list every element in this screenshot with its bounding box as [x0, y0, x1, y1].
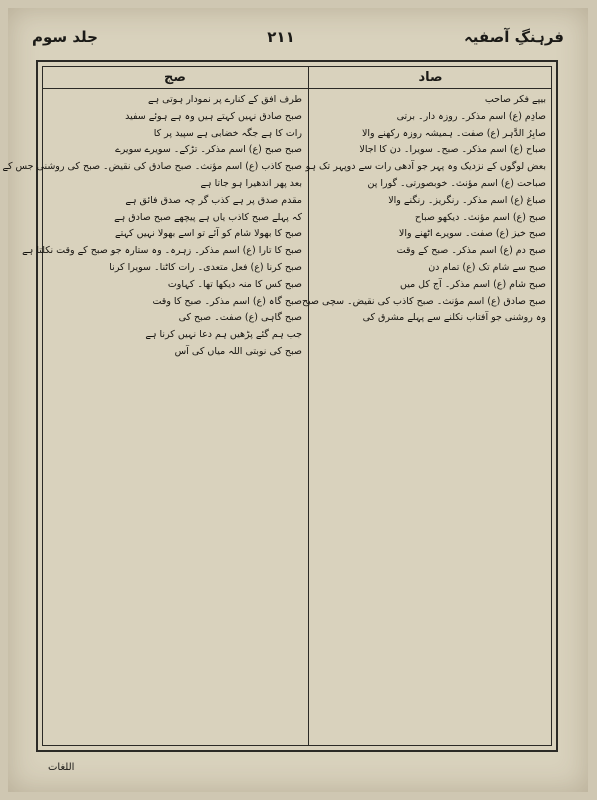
- text-line: صبح صبح (ع) اسم مذکر۔ تڑکے۔ سویرے سویرے: [115, 144, 302, 156]
- text-line: بیپے فکر صاحب: [484, 94, 546, 105]
- text-line: صبح صادق نہیں کہتے ہیں وہ ہے ہوئے سفید: [125, 110, 302, 122]
- text-line: صبح دم (ع) اسم مذکر۔ صبح کے وقت: [396, 245, 546, 257]
- left-column-text: [2, 92, 302, 742]
- text-line: صبح شام (ع) اسم مذکر۔ آج کل میں: [399, 278, 546, 290]
- text-line: رات کا ہے جگہ خضابی ہے سپید پر کا: [153, 127, 302, 139]
- text-line: صبح سے شام تک (ع) تمام دن: [428, 261, 546, 273]
- text-line: صبح (ع) اسم مؤنث۔ دیکھو صباح: [414, 211, 546, 223]
- book-page: [2, 8, 588, 792]
- text-line: صباح (ع) اسم مذکر۔ صبح۔ سویرا۔ دن کا اجالا: [359, 144, 546, 156]
- text-line: صبح صادق (ع) اسم مؤنث۔ صبح کاذب کی نقیض۔ سچی صبح: [301, 295, 546, 307]
- text-line: صبح کاذب (ع) اسم مؤنث۔ صبح صادق کی نقیض۔ صبح کی روشنی جس کے: [2, 161, 302, 173]
- text-line: طرف افق کے کنارے پر نمودار ہوتی ہے: [148, 94, 302, 105]
- right-column-text: [301, 92, 546, 742]
- text-line: بعد پھر اندھیرا ہو جاتا ہے: [200, 177, 302, 189]
- text-line: بعض لوگوں کے نزدیک وہ پہر جو آدھی رات سے دوپہر تک ہو: [305, 161, 546, 173]
- page-footer: اللغات: [48, 762, 75, 773]
- text-line: صباغ (ع) اسم مذکر۔ رنگریز۔ رنگنے والا: [388, 194, 546, 206]
- text-line: جب ہم گئے پڑھیں ہم دعا نہیں کرنا ہے: [145, 329, 302, 341]
- book-title: فرہنگِ آصفیہ: [464, 28, 564, 46]
- text-line: صبح کرنا (ع) فعل متعدی۔ رات کاٹنا۔ سویرا کرنا: [109, 261, 302, 273]
- volume-label: جلد سوم: [32, 28, 98, 46]
- text-frame: [2, 60, 558, 752]
- text-line: صبح گاہی (ع) صفت۔ صبح کی: [178, 312, 302, 324]
- text-line: صبح خیز (ع) صفت۔ سویرے اٹھنے والا: [398, 228, 546, 240]
- text-line: صباحت (ع) اسم مؤنث۔ خوبصورتی۔ گورا پن: [367, 177, 546, 189]
- text-line: صبح کا تارا (ع) اسم مذکر۔ زہرہ۔ وہ ستارہ جو صبح کے وقت نکلتا ہے: [22, 245, 302, 257]
- text-line: کہ پہلے صبح کاذب یاں ہے پیچھے صبح صادق ہے: [114, 211, 302, 223]
- text-line: وہ روشنی جو آفتاب نکلنے سے پہلے مشرق کی: [362, 312, 546, 324]
- text-line: صادِم (ع) اسم مذکر۔ روزہ دار۔ برتی: [396, 110, 546, 122]
- right-column-heading: صاد: [309, 66, 552, 89]
- left-column-heading: صج: [42, 66, 308, 89]
- text-line: صبح گاہ (ع) اسم مذکر۔ صبح کا وقت: [152, 295, 302, 307]
- text-line: صبح کا بھولا شام کو آئے تو اسے بھولا نہیں کہتے: [115, 228, 302, 240]
- text-line: مقدم صدق پر ہے کذب گر چہ صدق فائق ہے: [125, 194, 302, 206]
- page-number: ۲۱۱: [267, 28, 295, 46]
- text-line: صابِرُ الدَّہر (ع) صفت۔ ہمیشہ روزہ رکھنے والا: [361, 127, 546, 139]
- text-line: صبح کس کا منہ دیکھا تھا۔ کہاوت: [167, 278, 302, 290]
- page-header: [32, 22, 564, 52]
- text-line: صبح کی نوبتی اللہ میاں کی آس: [174, 345, 302, 357]
